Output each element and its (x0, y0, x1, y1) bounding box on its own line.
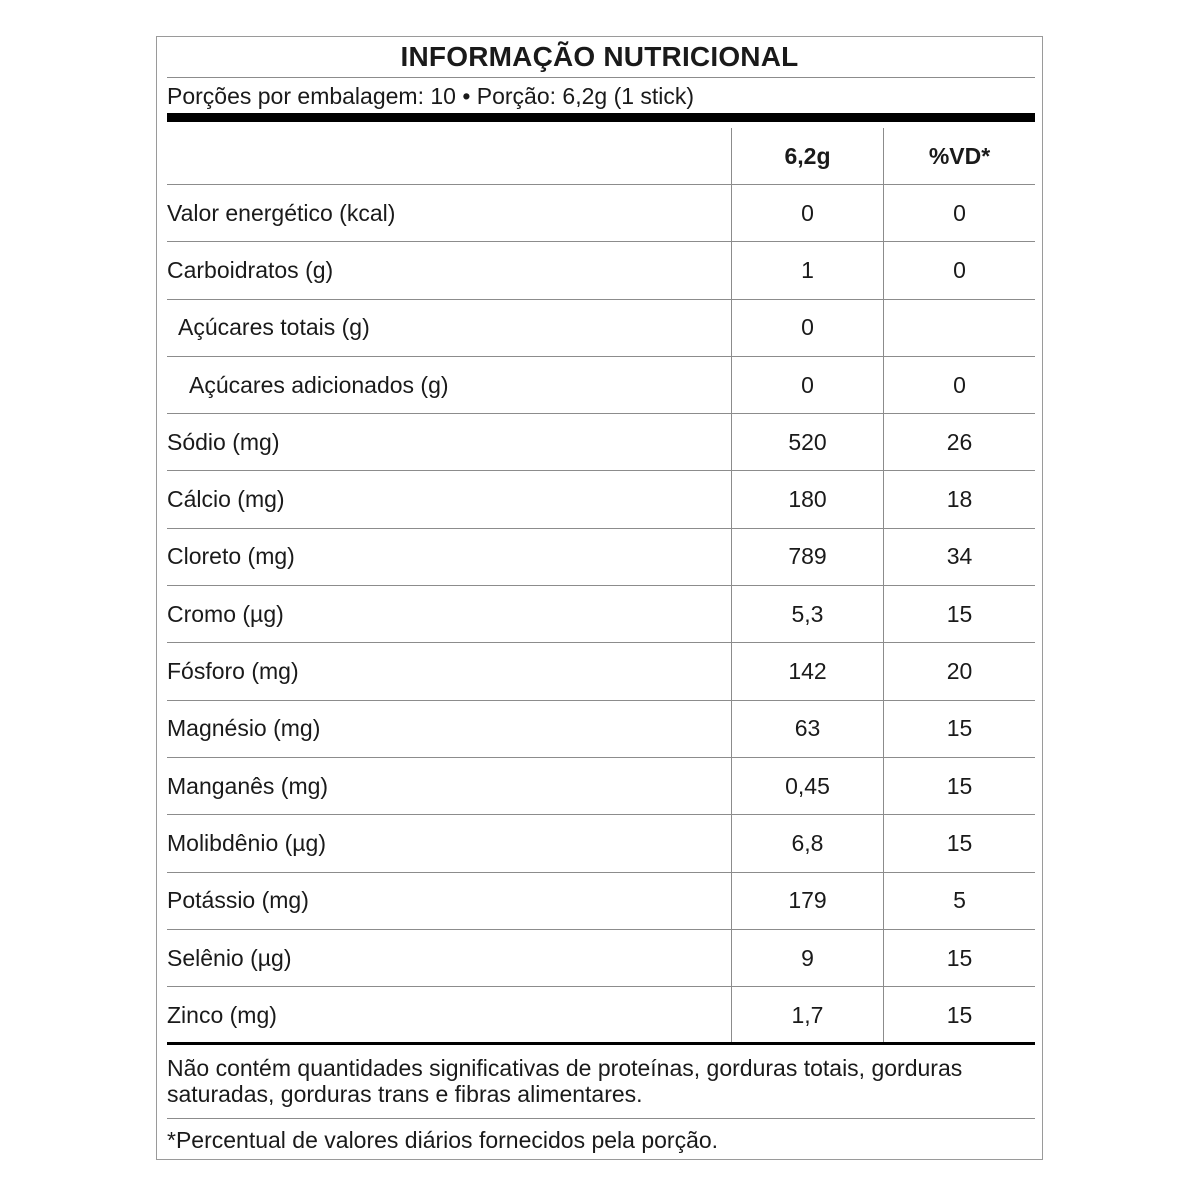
nutrient-amount: 520 (731, 414, 883, 470)
nutrient-daily-value: 15 (883, 701, 1035, 757)
nutrient-name: Açúcares adicionados (g) (189, 371, 449, 398)
serving-info: Porções por embalagem: 10 • Porção: 6,2g (1 stick) (167, 83, 695, 109)
thick-divider (167, 113, 1035, 122)
nutrient-name: Cálcio (mg) (167, 486, 285, 513)
nutrition-table (167, 128, 1035, 1044)
header-amount-cell: 6,2g (731, 128, 883, 184)
nutrient-daily-value: 26 (883, 414, 1035, 470)
nutrient-name: Açúcares totais (g) (178, 314, 370, 341)
nutrient-daily-value: 15 (883, 758, 1035, 814)
nutrient-amount: 1 (731, 242, 883, 298)
nutrient-name: Manganês (mg) (167, 772, 329, 799)
nutrient-daily-value: 0 (883, 357, 1035, 413)
table-row (167, 300, 1035, 357)
nutrient-daily-value: 15 (883, 586, 1035, 642)
nutrient-amount: 0 (731, 357, 883, 413)
nutrient-daily-value: 15 (883, 987, 1035, 1044)
nutrient-amount: 1,7 (731, 987, 883, 1044)
table-row (167, 758, 1035, 815)
table-row (167, 586, 1035, 643)
table-row (167, 357, 1035, 414)
nutrient-amount: 789 (731, 529, 883, 585)
table-row (167, 471, 1035, 528)
label-title: INFORMAÇÃO NUTRICIONAL (400, 41, 799, 72)
table-row (167, 815, 1035, 872)
table-row (167, 529, 1035, 586)
nutrient-daily-value: 0 (883, 185, 1035, 241)
nutrient-amount: 0 (731, 300, 883, 356)
table-body (167, 185, 1035, 1044)
nutrient-name: Selênio (µg) (167, 944, 292, 971)
nutrition-facts-panel (156, 36, 1043, 1160)
nutrient-amount: 179 (731, 873, 883, 929)
table-row (167, 414, 1035, 471)
nutrient-amount: 0,45 (731, 758, 883, 814)
nutrient-daily-value: 15 (883, 815, 1035, 871)
nutrient-name: Carboidratos (g) (167, 256, 334, 283)
table-row (167, 987, 1035, 1044)
nutrient-daily-value: 18 (883, 471, 1035, 527)
table-row (167, 242, 1035, 299)
nutrient-amount: 63 (731, 701, 883, 757)
nutrient-name: Molibdênio (µg) (167, 829, 326, 856)
nutrient-amount: 0 (731, 185, 883, 241)
nutrient-daily-value: 20 (883, 643, 1035, 699)
nutrient-name: Magnésio (mg) (167, 715, 321, 742)
nutrient-amount: 5,3 (731, 586, 883, 642)
bottom-thick-divider (167, 1042, 1035, 1045)
not-significant-note: Não contém quantidades significativas de proteínas, gorduras totais, gorduras saturadas, gorduras trans e fibras alimentares. (167, 1055, 963, 1107)
nutrient-name: Potássio (mg) (167, 887, 309, 914)
nutrient-amount: 142 (731, 643, 883, 699)
nutrient-name: Cloreto (mg) (167, 543, 295, 570)
nutrient-amount: 9 (731, 930, 883, 986)
nutrient-name: Cromo (µg) (167, 600, 284, 627)
table-header-row (167, 128, 1035, 185)
divider (167, 77, 1035, 78)
table-row (167, 185, 1035, 242)
nutrient-amount: 6,8 (731, 815, 883, 871)
table-row (167, 873, 1035, 930)
nutrient-daily-value: 34 (883, 529, 1035, 585)
nutrient-daily-value (883, 300, 1035, 356)
header-name-cell (167, 128, 731, 184)
nutrient-name: Fósforo (mg) (167, 658, 299, 685)
nutrient-daily-value: 15 (883, 930, 1035, 986)
table-row (167, 701, 1035, 758)
divider (167, 1118, 1035, 1119)
table-row (167, 643, 1035, 700)
nutrient-daily-value: 0 (883, 242, 1035, 298)
nutrient-daily-value: 5 (883, 873, 1035, 929)
header-dv-cell: %VD* (883, 128, 1035, 184)
nutrient-name: Zinco (mg) (167, 1002, 277, 1029)
dv-footnote: *Percentual de valores diários fornecidos pela porção. (167, 1127, 719, 1153)
table-row (167, 930, 1035, 987)
nutrient-name: Valor energético (kcal) (167, 199, 396, 226)
nutrient-amount: 180 (731, 471, 883, 527)
nutrient-name: Sódio (mg) (167, 428, 280, 455)
